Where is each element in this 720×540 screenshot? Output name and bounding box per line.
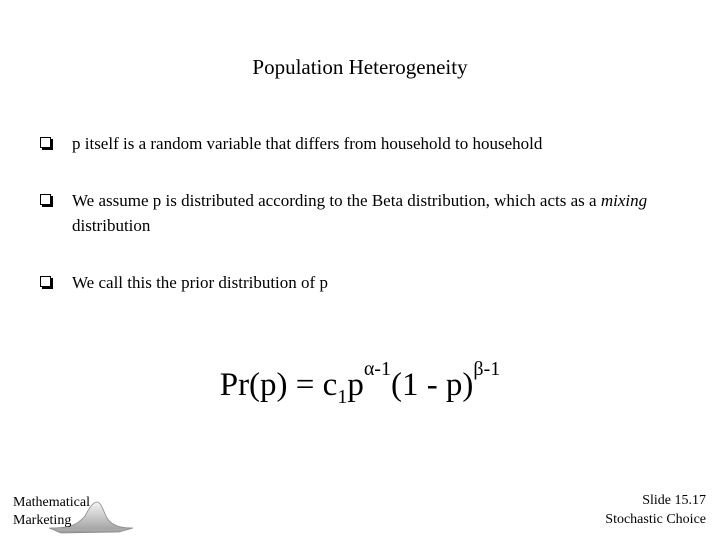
bullet-text-part: distribution: [72, 216, 151, 235]
bullet-text: p itself is a random variable that differs from household to household: [72, 134, 543, 153]
hollow-square-bullet-icon: [40, 137, 51, 148]
formula-subscript: 1: [337, 386, 348, 408]
bullet-item: [40, 131, 690, 156]
formula-exponent-alpha: α-1: [363, 358, 391, 380]
hollow-square-bullet-icon: [40, 194, 51, 205]
bullet-text: We call this the prior distribution of p: [72, 273, 328, 292]
logo-line-1: Mathematical: [13, 495, 90, 510]
bullet-text: [72, 188, 690, 238]
formula-p: p: [347, 367, 364, 403]
beta-formula: [0, 358, 720, 409]
mathematical-marketing-logo: [13, 494, 133, 534]
slide-footer: [605, 491, 706, 529]
bullet-item: [40, 270, 690, 295]
logo-line-2: Marketing: [13, 513, 72, 528]
chapter-name: Stochastic Choice: [605, 512, 706, 527]
formula-lhs: Pr(p) = c: [219, 367, 338, 403]
bullet-text-part: We assume p is distributed according to the Beta distribution, which acts as a: [72, 191, 601, 210]
slide-number: Slide 15.17: [642, 493, 706, 508]
formula-exponent-beta: β-1: [473, 358, 501, 380]
bullet-item: [40, 188, 690, 238]
hollow-square-bullet-icon: [40, 276, 51, 287]
bullet-emphasis: mixing: [600, 191, 648, 210]
formula-mid: (1 - p): [390, 367, 474, 403]
slide-title: Population Heterogeneity: [252, 55, 468, 79]
